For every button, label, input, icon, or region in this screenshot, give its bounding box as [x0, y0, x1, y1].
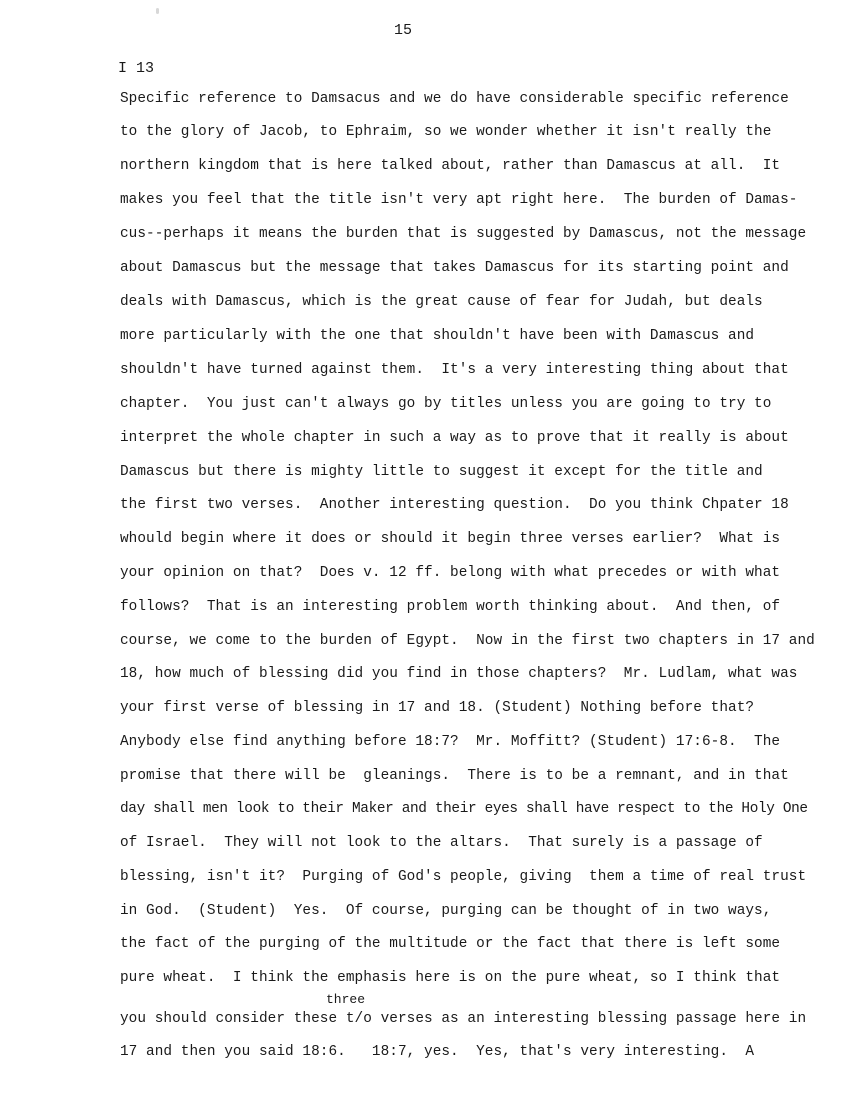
text-line: Anybody else find anything before 18:7? Mr. Moffitt? (Student) 17:6-8. The — [120, 734, 781, 750]
text-line: chapter. You just can't always go by titles unless you are going to try to — [120, 396, 772, 412]
text-line: 18, how much of blessing did you find in those chapters? Mr. Ludlam, what was — [120, 666, 798, 682]
text-line: shouldn't have turned against them. It's a very interesting thing about that — [120, 362, 789, 378]
text-line: to the glory of Jacob, to Ephraim, so we wonder whether it isn't really the — [120, 124, 772, 140]
text-line: your first verse of blessing in 17 and 18. (Student) Nothing before that? — [120, 700, 755, 716]
page-number: 15 — [394, 22, 413, 39]
text-line: blessing, isn't it? Purging of God's people, giving them a time of real trust — [120, 869, 807, 885]
text-line: northern kingdom that is here talked about, rather than Damascus at all. It — [120, 158, 781, 174]
text-line: the fact of the purging of the multitude or the fact that there is left some — [120, 936, 781, 952]
text-line: interpret the whole chapter in such a way as to prove that it really is about — [120, 430, 789, 446]
text-line: in God. (Student) Yes. Of course, purging can be thought of in two ways, — [120, 903, 772, 919]
text-line: pure wheat. I think the emphasis here is on the pure wheat, so I think that — [120, 970, 781, 986]
text-line: the first two verses. Another interesting question. Do you think Chpater 18 — [120, 497, 789, 513]
text-line: makes you feel that the title isn't very apt right here. The burden of Damas- — [120, 192, 798, 208]
text-line: about Damascus but the message that takes Damascus for its starting point and — [120, 260, 789, 276]
text-line: whould begin where it does or should it begin three verses earlier? What is — [120, 531, 781, 547]
text-line: of Israel. They will not look to the altars. That surely is a passage of — [120, 835, 763, 851]
text-line: Damascus but there is mighty little to suggest it except for the title and — [120, 464, 763, 480]
text-line: follows? That is an interesting problem worth thinking about. And then, of — [120, 599, 781, 615]
text-line: 17 and then you said 18:6. 18:7, yes. Yes, that's very interesting. A — [120, 1044, 755, 1060]
section-reference: I 13 — [118, 60, 155, 77]
text-line: deals with Damascus, which is the great cause of fear for Judah, but deals — [120, 294, 763, 310]
text-line: your opinion on that? Does v. 12 ff. belong with what precedes or with what — [120, 565, 781, 581]
text-line: Specific reference to Damsacus and we do have considerable specific reference — [120, 91, 789, 107]
text-line: cus--perhaps it means the burden that is suggested by Damascus, not the message — [120, 226, 807, 242]
text-line: course, we come to the burden of Egypt. Now in the first two chapters in 17 and — [120, 633, 815, 649]
text-line: you should consider these t/o verses as an interesting blessing passage here in — [120, 1011, 807, 1027]
text-line: more particularly with the one that shouldn't have been with Damascus and — [120, 328, 755, 344]
interlinear-insertion: three — [326, 992, 366, 1007]
text-line: promise that there will be gleanings. There is to be a remnant, and in that — [120, 768, 789, 784]
text-line: day shall men look to their Maker and their eyes shall have respect to the Holy One — [120, 801, 808, 817]
scan-speck — [156, 8, 159, 14]
